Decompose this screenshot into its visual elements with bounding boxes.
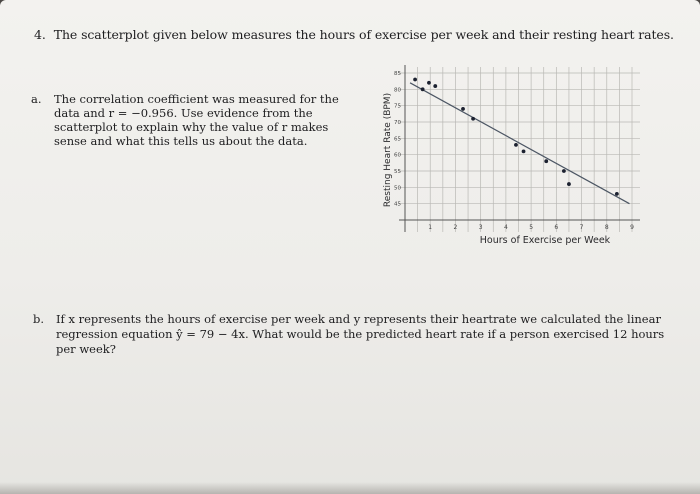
y-tick-label: 65 xyxy=(394,136,401,143)
y-tick-label: 55 xyxy=(394,169,401,175)
data-point xyxy=(514,143,518,147)
data-point xyxy=(615,192,619,196)
part-a-text: The correlation coefficient was measured for the data and r = −0.956. Use evidence from the scatterplot to explain why the value of r makes sense and what this tells us about the data. xyxy=(54,92,339,148)
scatterplot xyxy=(360,55,650,260)
y-tick-label: 80 xyxy=(394,87,401,94)
part-b-text: If x represents the hours of exercise per week and y represents their heartrate we calculated the linear regression equation ŷ = 79 − 4x. What would be the predicted heart rate if a person exercised 12 hours per week? xyxy=(56,312,665,356)
page-edge-shadow xyxy=(0,482,700,494)
chart-axes xyxy=(399,65,640,232)
y-tick-label: 85 xyxy=(394,71,401,77)
data-point xyxy=(562,169,566,173)
data-point xyxy=(567,182,571,186)
x-tick-label: 8 xyxy=(604,224,609,231)
x-tick-label: 4 xyxy=(503,224,508,231)
part-a xyxy=(31,92,351,148)
x-axis-label: Hours of Exercise per Week xyxy=(479,235,611,246)
part-b xyxy=(33,312,673,357)
x-tick-label: 3 xyxy=(478,224,483,231)
x-tick-label: 7 xyxy=(579,224,584,231)
y-tick-label: 50 xyxy=(394,185,401,192)
data-point xyxy=(471,117,475,121)
part-a-label: a. xyxy=(31,92,42,106)
data-point xyxy=(544,159,548,163)
data-point xyxy=(427,81,431,85)
data-point xyxy=(413,78,417,82)
y-tick-label: 70 xyxy=(394,120,401,126)
x-tick-label: 5 xyxy=(529,224,534,231)
y-tick-label: 60 xyxy=(394,152,401,159)
y-axis-label: Resting Heart Rate (BPM) xyxy=(383,92,393,208)
data-point xyxy=(433,84,437,88)
data-point xyxy=(522,150,526,154)
question-number: 4. xyxy=(34,27,46,42)
y-tick-label: 75 xyxy=(394,103,401,110)
x-tick-label: 2 xyxy=(453,224,458,231)
data-point xyxy=(461,107,465,111)
x-tick-label: 9 xyxy=(630,224,634,231)
x-tick-label: 1 xyxy=(428,224,433,231)
question-text: The scatterplot given below measures the hours of exercise per week and their resting heart rates. xyxy=(53,27,674,42)
data-point xyxy=(421,87,425,91)
y-tick-label: 45 xyxy=(394,201,401,208)
x-tick-label: 6 xyxy=(554,224,559,231)
chart-grid xyxy=(399,67,640,232)
question-title xyxy=(34,27,674,42)
part-b-label: b. xyxy=(33,312,45,326)
data-points xyxy=(413,78,619,196)
